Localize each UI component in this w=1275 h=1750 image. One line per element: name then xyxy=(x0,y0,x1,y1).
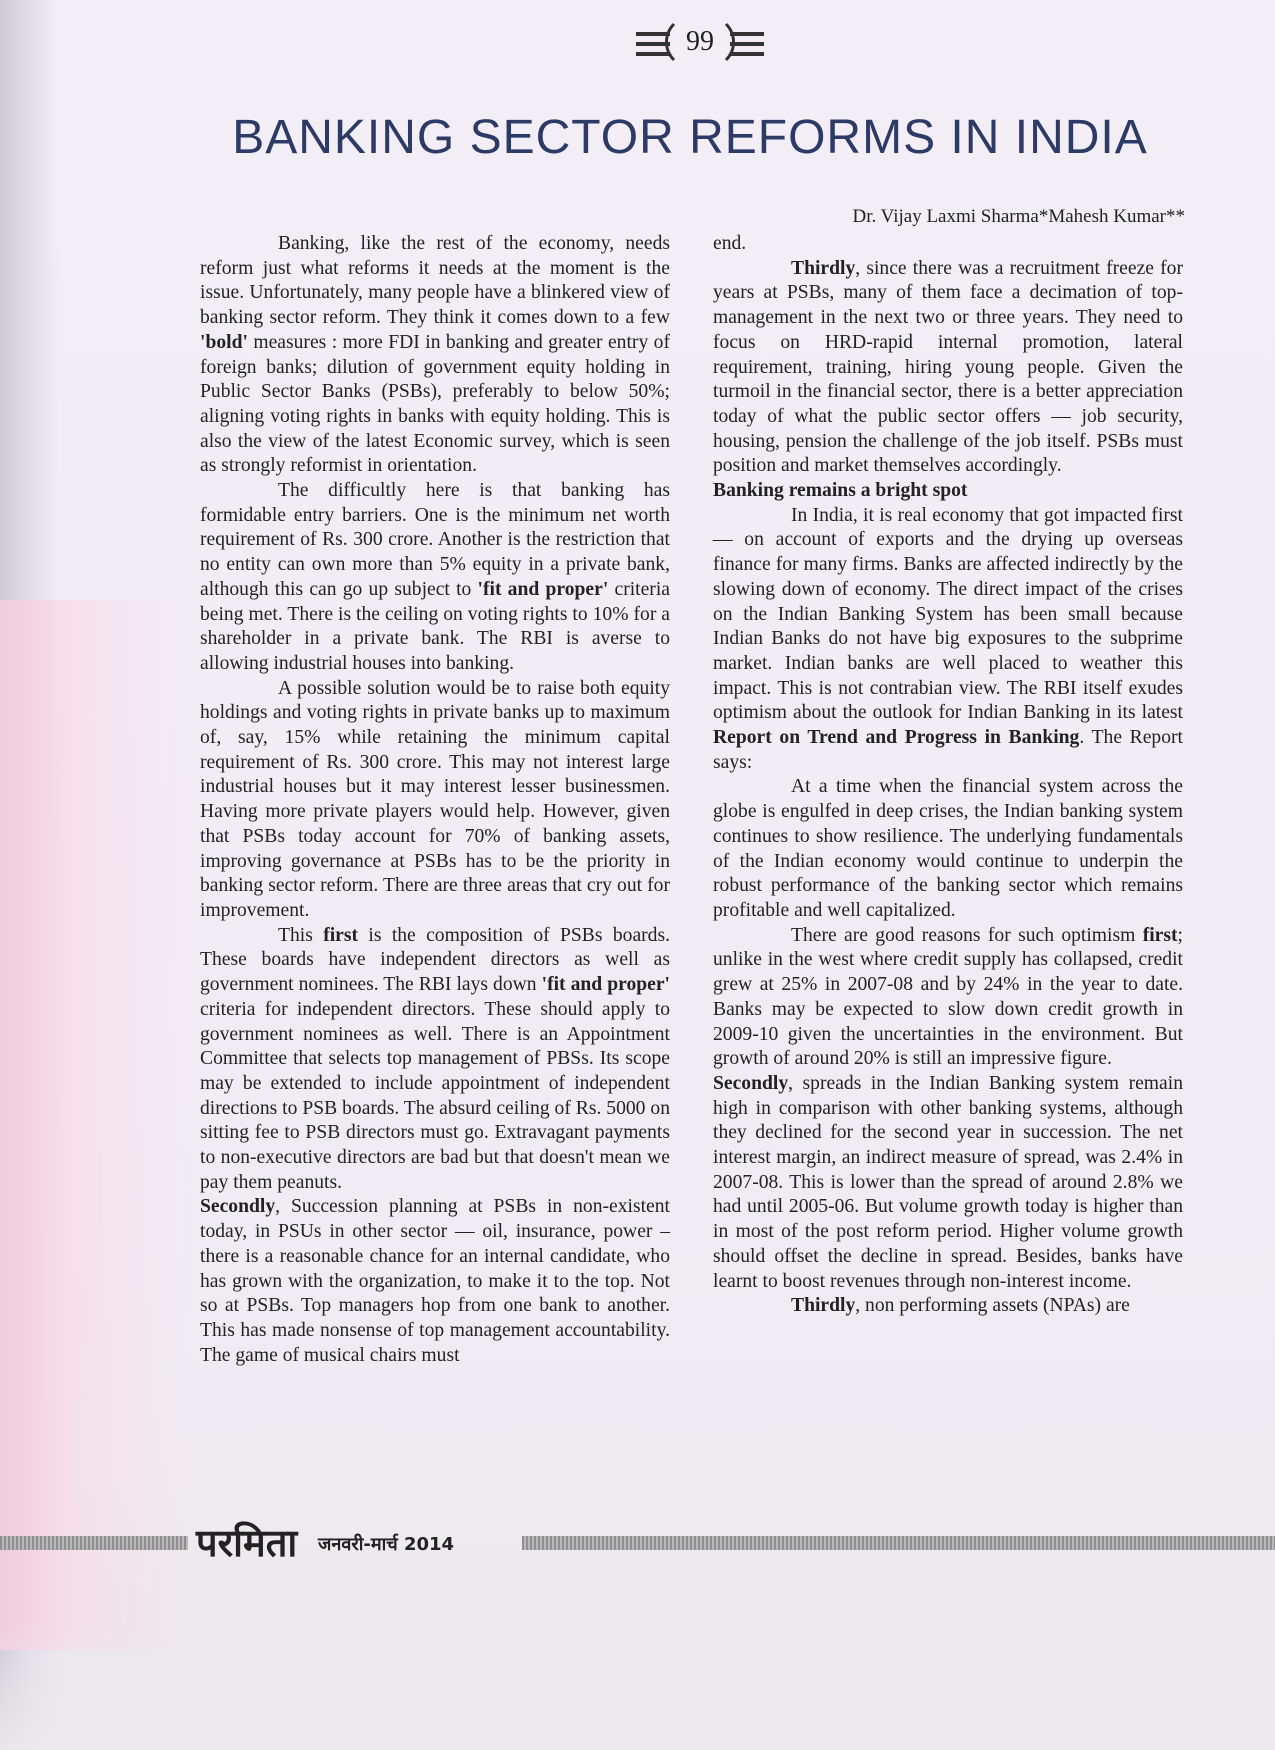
journal-name: परमिता xyxy=(196,1521,298,1565)
right-paragraph-7: Thirdly, non performing assets (NPAs) are xyxy=(791,1295,1130,1317)
page-edge-tint xyxy=(0,600,190,1650)
footer-rule-right xyxy=(522,1536,1275,1550)
bottom-margin xyxy=(0,1620,1275,1750)
right-paragraph-4: At a time when the financial system across the globe is engulfed in deep crises, the Indian banking system continues to show resilience. The underlying fundamentals of the Indian economy would continue to underpin the robust performance of the banking sector which remains profitable and well capitalized. xyxy=(713,776,1183,921)
page-footer xyxy=(0,1516,1275,1568)
article-authors: Dr. Vijay Laxmi Sharma*Mahesh Kumar** xyxy=(852,206,1185,227)
right-ornament-icon xyxy=(722,22,766,62)
page-header xyxy=(610,14,790,70)
left-ornament-icon xyxy=(634,22,678,62)
right-paragraph-6: Secondly, spreads in the Indian Banking system remain high in comparison with other banking systems, although they declined for the second year in succession. The net interest margin, an indirect measure of spread, was 2.4% in 2007-08. This is lower than the spread of around 2.8% we had until 2005-06. But volume growth today is higher than in most of the post reform period. Higher volume growth should offset the decline in spread. Besides, banks have learnt to boost revenues through non-interest income. xyxy=(713,1072,1183,1292)
right-paragraph-1: end. xyxy=(713,233,747,254)
left-paragraph-5: Secondly, Succession planning at PSBs in non-existent today, in PSUs in other sector — oil, insurance, power – there is a reasonable chance for an internal candidate, who has grown with the organization, to make it to the top. Not so at PSBs. Top managers hop from one bank to another. This has made nonsense of top management accountability. The game of musical chairs must xyxy=(200,1196,670,1366)
issue-date: जनवरी-मार्च 2014 xyxy=(318,1534,455,1555)
page-number: 99 xyxy=(686,26,714,57)
left-column xyxy=(200,232,670,1368)
right-column xyxy=(713,232,1183,1319)
right-paragraph-2: Thirdly, since there was a recruitment freeze for years at PSBs, many of them face a decimation of top-management in the next two or three years. They need to focus on HRD-rapid internal promotion, lateral requirement, training, hiring young people. Given the turmoil in the financial sector, there is a better appreciation today of what the public sector offers — job security, housing, pension the challenge of the job itself. PSBs must position and market themselves accordingly. xyxy=(713,257,1183,477)
left-paragraph-1: Banking, like the rest of the economy, needs reform just what reforms it needs at the moment is the issue. Unfortunately, many people have a blinkered view of banking sector reform. They think it comes down to a few 'bold' measures : more FDI in banking and greater entry of foreign banks; dilution of government equity holding in Public Sector Banks (PSBs), preferably to below 50%; aligning voting rights in banks with equity holding. This is also the view of the latest Economic survey, which is seen as strongly reformist in orientation. xyxy=(200,233,670,477)
right-paragraph-5: There are good reasons for such optimism first; unlike in the west where credit supply has collapsed, credit grew at 25% in 2007-08 and by 24% in the year to date. Banks may be expected to slow down credit growth in 2009-10 given the uncertainties in the environment. But growth of around 20% is still an impressive figure. xyxy=(713,924,1183,1070)
article-title: BANKING SECTOR REFORMS IN INDIA xyxy=(232,111,1148,164)
left-paragraph-4: This first is the composition of PSBs boards. These boards have independent directors as well as government nominees. The RBI lays down 'fit and proper' criteria for independent directors. These should apply to government nominees as well. There is an Appointment Committee that selects top management of PBSs. Its scope may be extended to include appointment of independent directions to PSB boards. The absurd ceiling of Rs. 5000 on sitting fee to PSB directors must go. Extravagant payments to non-executive directors are bad but that doesn't mean we pay them peanuts. xyxy=(200,924,670,1193)
section-heading: Banking remains a bright spot xyxy=(713,480,968,502)
footer-rule-left xyxy=(0,1536,188,1550)
left-paragraph-3: A possible solution would be to raise both equity holdings and voting rights in private banks up to maximum of, say, 15% while retaining the minimum capital requirement of Rs. 300 crore. This may not interest large industrial houses but it may interest lesser businessmen. Having more private players would help. However, given that PSBs today account for 70% of banking assets, improving governance at PSBs has to be the priority in banking sector reform. There are three areas that cry out for improvement. xyxy=(200,677,670,921)
right-paragraph-3: In India, it is real economy that got impacted first — on account of exports and the drying up overseas finance for many firms. Banks are affected indirectly by the slowing down of economy. The direct impact of the crises on the Indian Banking System has been small because Indian Banks do not have big exposures to the subprime market. Indian banks are well placed to weather this impact. This is not contrabian view. The RBI itself exudes optimism about the outlook for Indian Banking in its latest Report on Trend and Progress in Banking. The Report says: xyxy=(713,504,1183,773)
left-paragraph-2: The difficultly here is that banking has formidable entry barriers. One is the minimum net worth requirement of Rs. 300 crore. Another is the restriction that no entity can own more than 5% equity in a private bank, although this can go up subject to 'fit and proper' criteria being met. There is the ceiling on voting rights to 10% for a shareholder in a private bank. The RBI is averse to allowing industrial houses into banking. xyxy=(200,480,670,674)
